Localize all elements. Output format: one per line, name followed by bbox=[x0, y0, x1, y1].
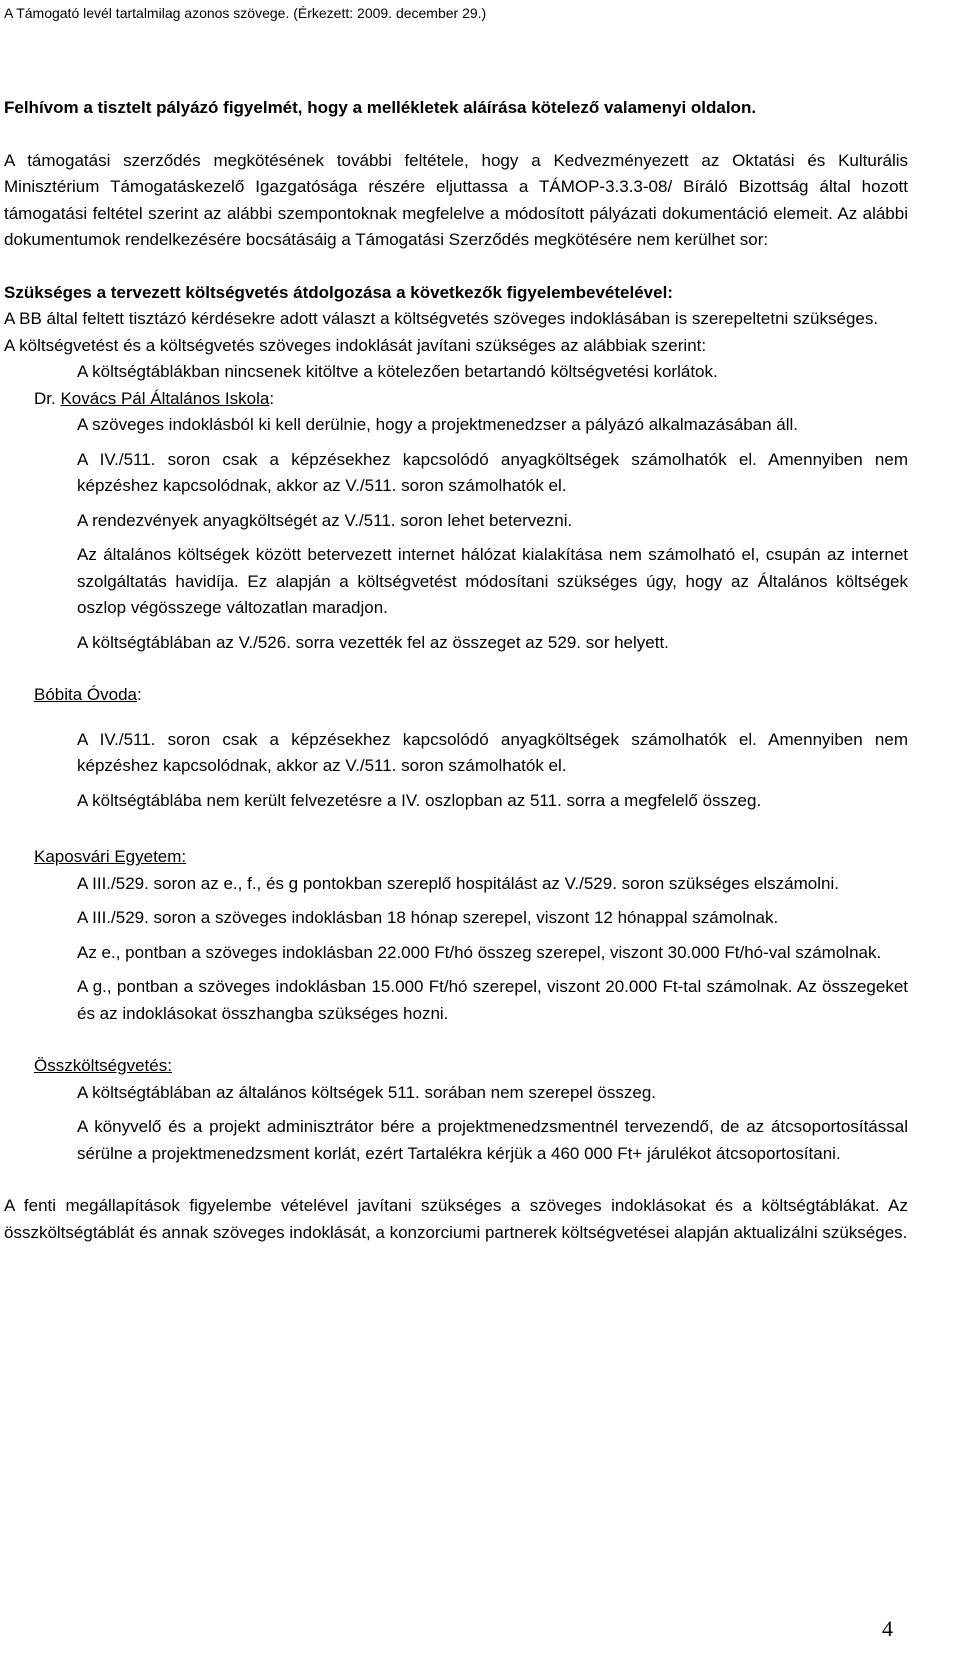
bobita-colon: : bbox=[137, 685, 142, 704]
budget-paragraph-3: A költségtáblákban nincsenek kitöltve a kötelezően betartandó költségvetési korlátok. bbox=[77, 362, 718, 381]
list-item: A költségtáblában az általános költségek 511. sorában nem szerepel összeg. bbox=[77, 1082, 656, 1102]
budget-paragraph-1: A BB által feltett tisztázó kérdésekre adott választ a költségvetés szöveges indoklásában is szerepeltetni szükséges. bbox=[4, 309, 879, 328]
list-item: A g., pontban a szöveges indoklásban 15.000 Ft/hó szerepel, viszont 20.000 Ft-tal számolnak. Az összegeket és az indoklásokat összhangba szükséges hozni. bbox=[77, 977, 908, 1023]
bobita-name: Bóbita Óvoda bbox=[34, 685, 138, 704]
section-label-osszkoltsegvetes bbox=[34, 1053, 908, 1080]
page-number: 4 bbox=[882, 1616, 893, 1641]
budget-heading: Szükséges a tervezett költségvetés átdolgozása a következők figyelembevételével: bbox=[4, 282, 673, 302]
list-item: A IV./511. soron csak a képzésekhez kapcsolódó anyagköltségek számolhatók el. Amennyiben nem képzéshez kapcsolódnak, akkor az V./511. soron számolhatók el. bbox=[77, 729, 908, 775]
section-label-kovacs bbox=[34, 386, 908, 413]
list-item: A III./529. soron az e., f., és g pontokban szereplő hospitálást az V./529. soron szükséges elszámolni. bbox=[77, 873, 839, 893]
closing-paragraph: A fenti megállapítások figyelembe vételével javítani szükséges a szöveges indoklásokat és a költségtáblákat. Az összköltségtáblát és annak szöveges indoklását, a konzorciumi partnerek költségvetései alapján aktualizálni szükséges. bbox=[4, 1196, 908, 1242]
kaposvari-name: Kaposvári Egyetem: bbox=[34, 847, 187, 866]
budget-paragraph-2: A költségvetést és a költségvetés szöveges indoklását javítani szükséges az alábbiak szerint: bbox=[4, 335, 707, 355]
kovacs-colon: : bbox=[269, 388, 275, 408]
list-item: Az e., pontban a szöveges indoklásban 22.000 Ft/hó összeg szerepel, viszont 30.000 Ft/hó-val számolnak. bbox=[77, 942, 882, 962]
kovacs-name: Kovács Pál Általános Iskola bbox=[60, 388, 270, 408]
kovacs-prefix: Dr. bbox=[34, 388, 56, 408]
section-label-bobita bbox=[34, 682, 908, 709]
signature-notice: Felhívom a tisztelt pályázó figyelmét, hogy a mellékletek aláírása kötelező valamenyi oldalon. bbox=[4, 98, 757, 117]
list-item: A III./529. soron a szöveges indoklásban 18 hónap szerepel, viszont 12 hónappal számolnak. bbox=[77, 908, 779, 927]
intro-paragraph: A támogatási szerződés megkötésének további feltétele, hogy a Kedvezményezett az Oktatási és Kulturális Minisztérium Támogatáskezelő Igazgatósága részére eljuttassa a TÁMOP-3.3.3-08/ Bíráló Bizottság által hozott támogatási feltétel szerint az alábbi szempontoknak megfelelve a módosított pályázati dokumentáció elemeit. Az alábbi dokumentumok rendelkezésére bocsátásáig a Támogatási Szerződés megkötésére nem kerülhet sor: bbox=[4, 150, 908, 249]
list-item: A könyvelő és a projekt adminisztrátor bére a projektmenedzsmentnél tervezendő, de az átcsoportosítással sérülne a projektmenedzsment korlát, ezért Tartalékra kérjük a 460 000 Ft+ járulékot átcsoportosítani. bbox=[77, 1117, 908, 1163]
section-label-kaposvari bbox=[34, 844, 908, 871]
list-item: Az általános költségek között betervezett internet hálózat kialakítása nem számolható el, csupán az internet szolgáltatás havidíja. Ez alapján a költségvetést módosítani szükséges úgy, hogy az Általános költségek oszlop végösszege változatlan maradjon. bbox=[77, 545, 908, 617]
list-item: A költségtáblába nem került felvezetésre a IV. oszlopban az 511. sorra a megfelelő összeg. bbox=[77, 790, 762, 810]
list-item: A szöveges indoklásból ki kell derülnie, hogy a projektmenedzser a pályázó alkalmazásában áll. bbox=[77, 415, 799, 434]
list-item: A költségtáblában az V./526. sorra vezették fel az összeget az 529. sor helyett. bbox=[77, 632, 669, 652]
osszkoltsegvetes-name: Összköltségvetés: bbox=[34, 1056, 172, 1075]
list-item: A rendezvények anyagköltségét az V./511. soron lehet betervezni. bbox=[77, 510, 573, 530]
page-header: A Támogató levél tartalmilag azonos szövege. (Érkezett: 2009. december 29.) bbox=[4, 5, 487, 21]
list-item: A IV./511. soron csak a képzésekhez kapcsolódó anyagköltségek számolhatók el. Amennyiben nem képzéshez kapcsolódnak, akkor az V./511. soron számolhatók el. bbox=[77, 449, 908, 495]
letter-body bbox=[4, 95, 908, 1246]
